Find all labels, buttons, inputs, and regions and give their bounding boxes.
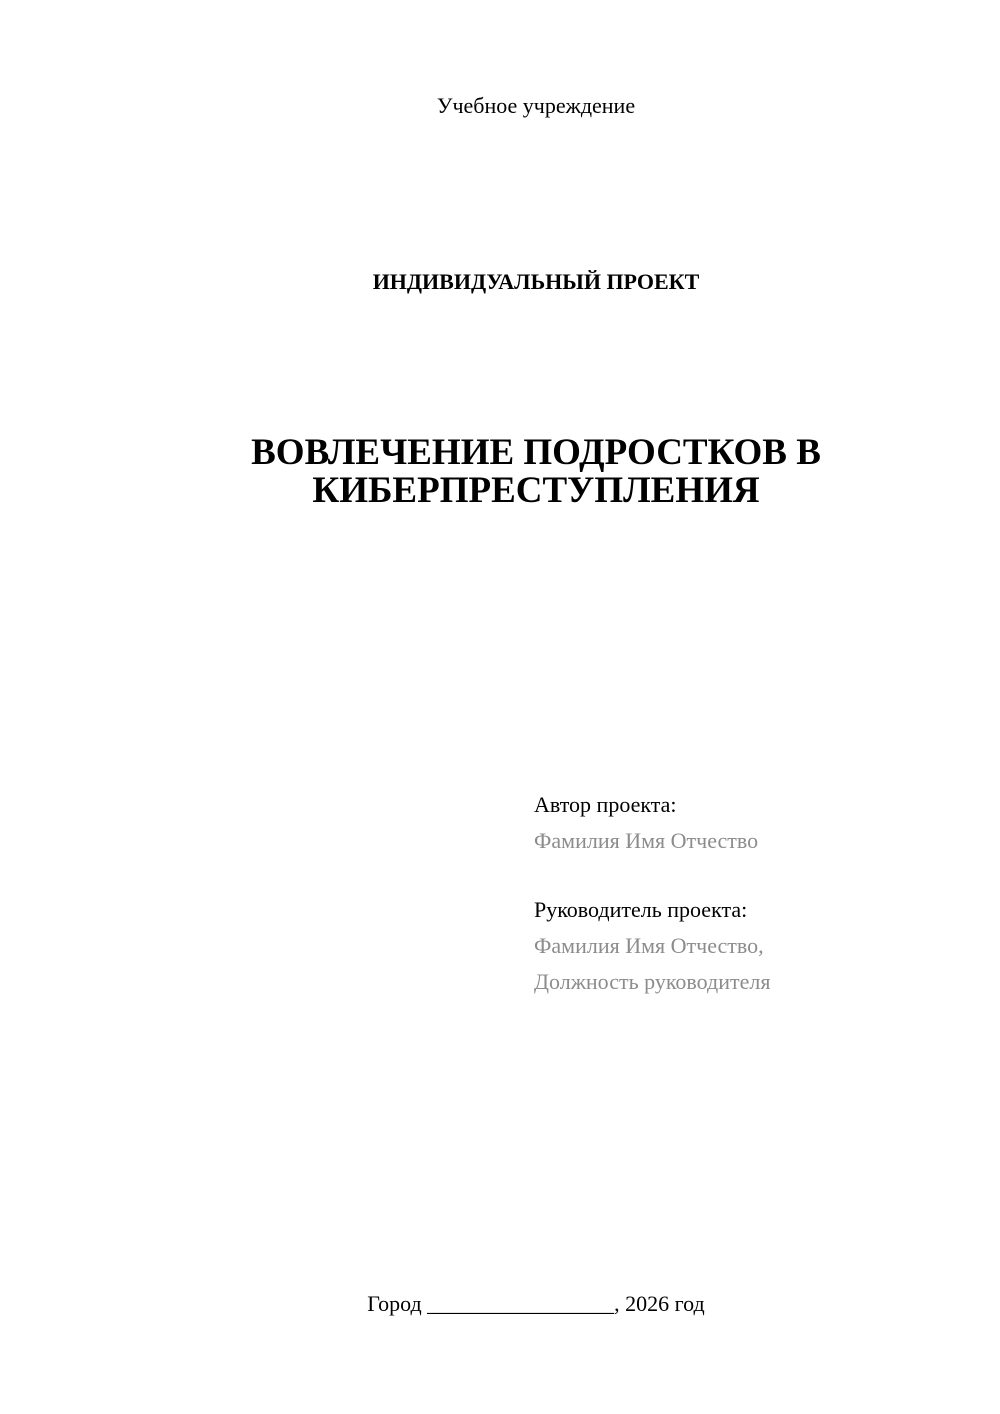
author-block (534, 787, 758, 859)
project-title (0, 434, 1000, 510)
supervisor-block (534, 892, 770, 1000)
city-year-line: Город _________________, 2026 год (367, 1291, 705, 1316)
author-name: Фамилия Имя Отчество (534, 828, 759, 853)
document-type: ИНДИВИДУАЛЬНЫЙ ПРОЕКТ (372, 269, 700, 294)
project-title-line: ВОВЛЕЧЕНИЕ ПОДРОСТКОВ В (251, 432, 821, 473)
supervisor-label: Руководитель проекта: (534, 897, 748, 922)
project-title-line: КИБЕРПРЕСТУПЛЕНИЯ (312, 470, 760, 511)
author-label: Автор проекта: (534, 792, 677, 817)
supervisor-position: Должность руководителя (534, 969, 771, 994)
supervisor-name: Фамилия Имя Отчество, (534, 933, 764, 958)
institution-name: Учебное учреждение (436, 93, 636, 118)
